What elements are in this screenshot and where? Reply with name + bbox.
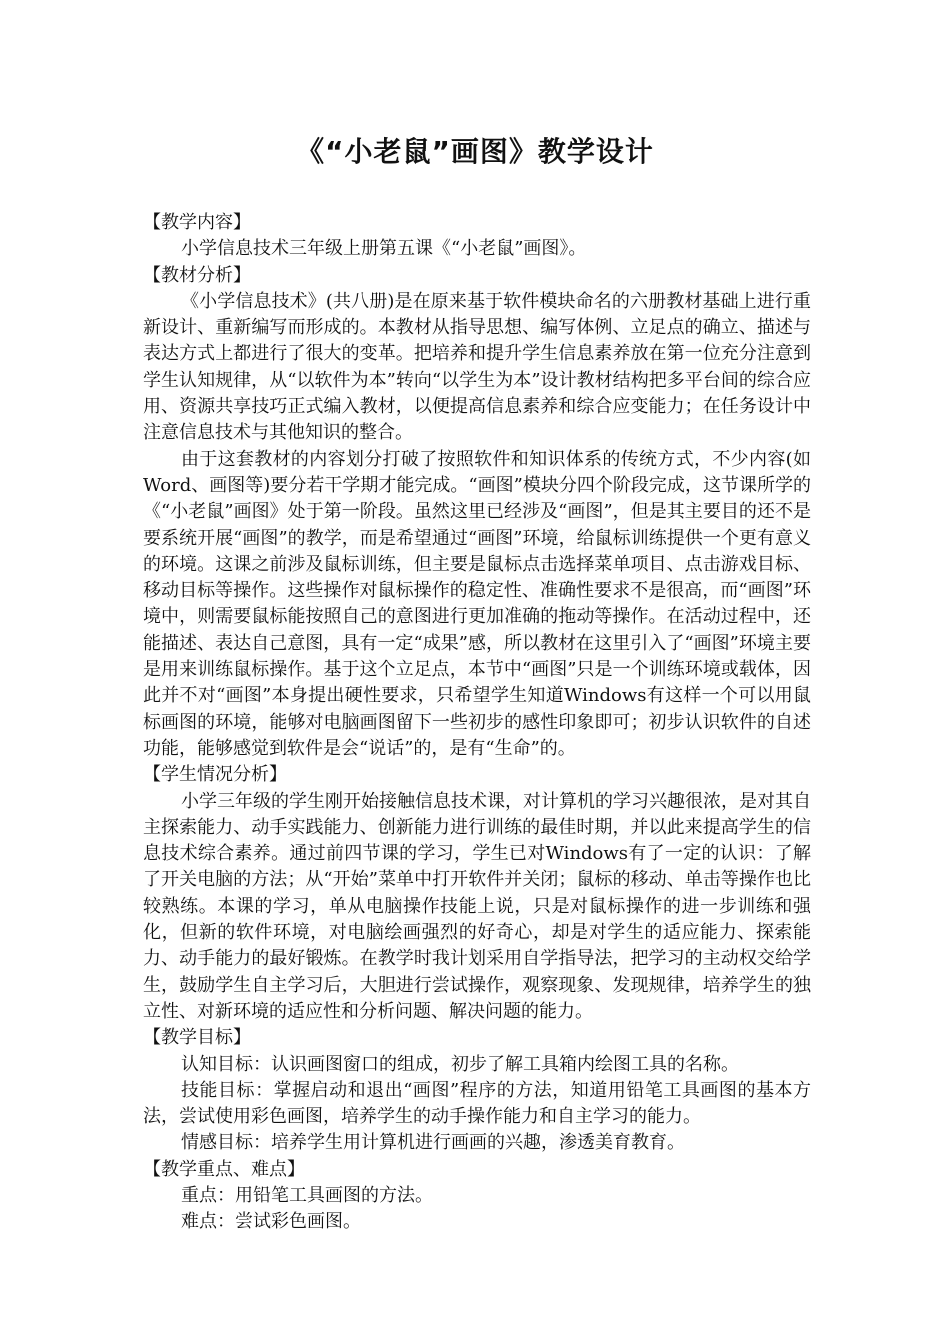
goal-emotional: 情感目标：培养学生用计算机进行画画的兴趣，渗透美育教育。	[181, 1132, 685, 1154]
document-title: 《“小老鼠”画图》教学设计	[296, 135, 654, 168]
textbook-analysis-paragraph: 由于这套教材的内容划分打破了按照软件和知识体系的传统方式，不少内容(如Word、画图等)要分若干学期才能完成。“画图”模块分四个阶段完成，这节课所学的《“小老鼠”画图》处于第一阶段。虽然这里已经涉及“画图”，但是其主要目的还不是要系统开展“画图”的教学，而是希望通过“画图”环境，给鼠标训练提供一个更有意义的环境。这课之前涉及鼠标训练，但主要是鼠标点击选择菜单项目、点击游戏目标、移动目标等操作。这些操作对鼠标操作的稳定性、准确性要求不是很高，而“画图”环境中，则需要鼠标能按照自己的意图进行更加准确的拖动等操作。在活动过程中，还能描述、表达自己意图，具有一定“成果”感，所以教材在这里引入了“画图”环境主要是用来训练鼠标操作。基于这个立足点，本节中“画图”只是一个训练环境或载体，因此并不对“画图”本身提出硬性要求，只希望学生知道Windows有这样一个可以用鼠标画图的环境，能够对电脑画图留下一些初步的感性印象即可；初步认识软件的自述功能，能够感觉到软件是会“说话”的，是有“生命”的。	[143, 448, 811, 759]
section-heading-teaching-content: 【教学内容】	[143, 212, 251, 233]
section-heading-key-points: 【教学重点、难点】	[143, 1158, 305, 1180]
section-heading-student-analysis: 【学生情况分析】	[143, 764, 287, 786]
section-heading-textbook-analysis: 【教材分析】	[143, 264, 251, 286]
goal-cognitive: 认知目标：认识画图窗口的组成，初步了解工具箱内绘图工具的名称。	[181, 1053, 739, 1075]
goal-skill: 技能目标：掌握启动和退出“画图”程序的方法，知道用铅笔工具画图的基本方法，尝试使用彩色画图，培养学生的动手操作能力和自主学习的能力。	[143, 1079, 811, 1128]
teaching-content-text: 小学信息技术三年级上册第五课《“小老鼠”画图》。	[181, 238, 587, 260]
key-point: 重点：用铅笔工具画图的方法。	[181, 1184, 433, 1206]
textbook-analysis-paragraph: 《小学信息技术》(共八册)是在原来基于软件模块命名的六册教材基础上进行重新设计、重新编写而形成的。本教材从指导思想、编写体例、立足点的确立、描述与表达方式上都进行了很大的变革。把培养和提升学生信息素养放在第一位充分注意到学生认知规律，从“以软件为本”转向“以学生为本”设计教材结构把多平台间的综合应用、资源共享技巧正式编入教材，以便提高信息素养和综合应变能力；在任务设计中注意信息技术与其他知识的整合。	[143, 290, 811, 444]
student-analysis-paragraph: 小学三年级的学生刚开始接触信息技术课，对计算机的学习兴趣很浓，是对其自主探索能力、动手实践能力、创新能力进行训练的最佳时期，并以此来提高学生的信息技术综合素养。通过前四节课的学习，学生已对Windows有了一定的认识：了解了开关电脑的方法；从“开始”菜单中打开软件并关闭；鼠标的移动、单击等操作也比较熟练。本课的学习，单从电脑操作技能上说，只是对鼠标操作的进一步训练和强化，但新的软件环境，对电脑绘画强烈的好奇心，却是对学生的适应能力、探索能力、动手能力的最好锻炼。在教学时我计划采用自学指导法，把学习的主动权交给学生，鼓励学生自主学习后，大胆进行尝试操作，观察现象、发现规律，培养学生的独立性、对新环境的适应性和分析问题、解决问题的能力。	[143, 790, 811, 1022]
section-heading-teaching-goals: 【教学目标】	[143, 1027, 251, 1049]
document-body	[143, 210, 811, 1236]
difficult-point: 难点：尝试彩色画图。	[181, 1211, 361, 1233]
